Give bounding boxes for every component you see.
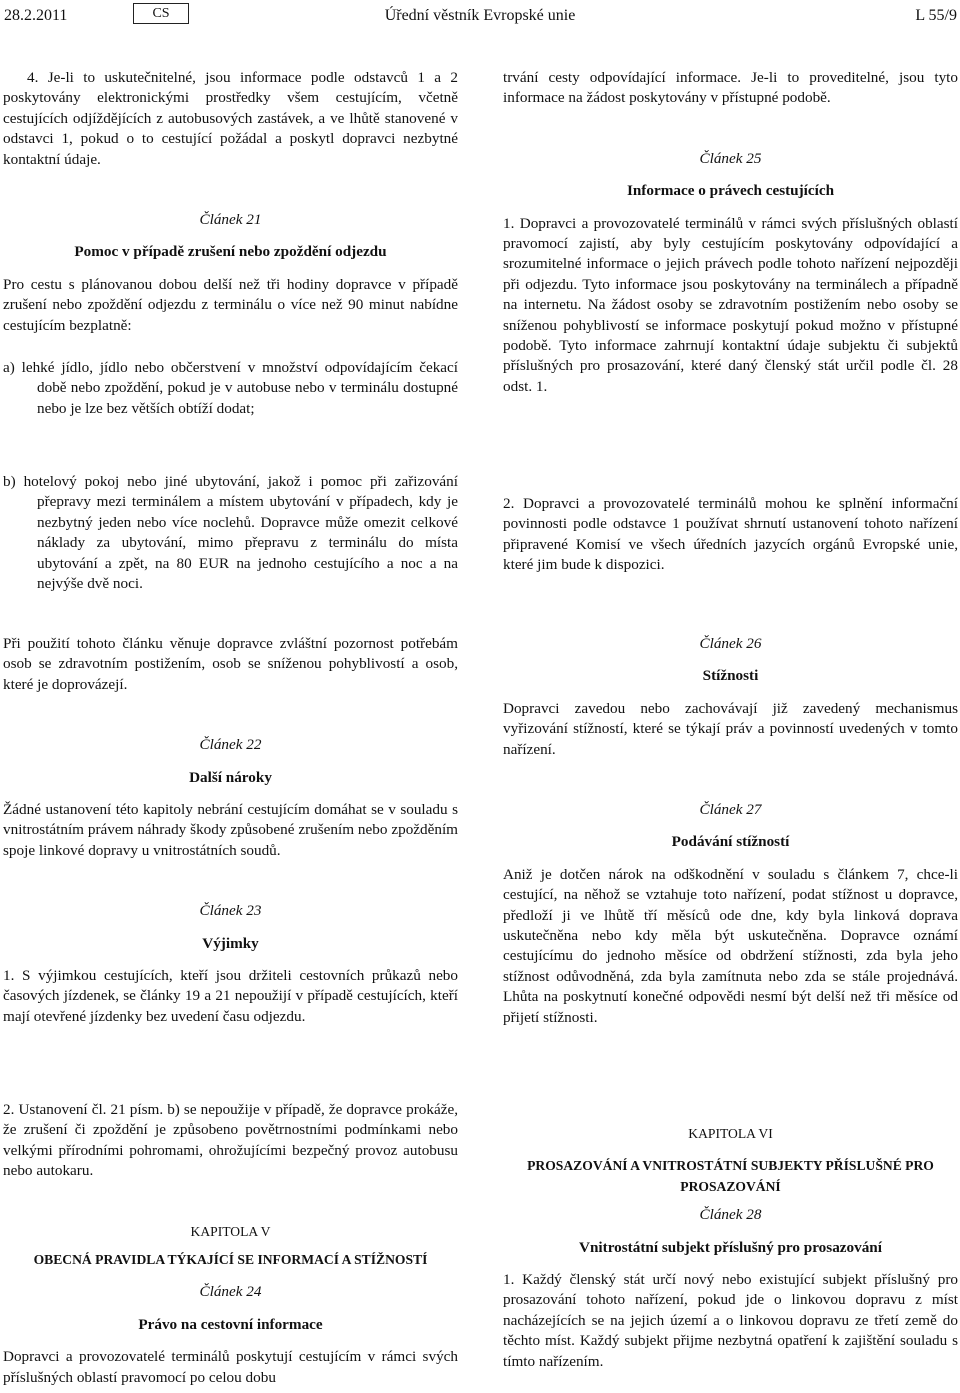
paragraph-4: 4. Je-li to uskutečnitelné, jsou informace podle odstavců 1 a 2 poskytovány elektronickými prostředky všem cestujícím, včetně cestujících odjíždějících z autobusových zastávek, a ve lhůtě stanovené v odstavci 1, pokud o to cestující požádal a poskytl dopravci nezbytné kontaktní údaje.	[3, 69, 458, 168]
article-24-title: Právo na cestovní informace	[138, 1315, 323, 1333]
section1-right	[503, 68, 958, 397]
article-26-number: Článek 26	[699, 635, 762, 652]
article-23-paragraph-1: 1. S výjimkou cestujících, kteří jsou držiteli cestovních průkazů nebo časových jízdenek, se články 19 a 21 nepoužijí v případě cestujících, kteří mají otevřené jízdenky bez uvedení času odjezdu.	[3, 967, 458, 1025]
article-28-title: Vnitrostátní subjekt příslušný pro prosazování	[579, 1238, 882, 1256]
section4-right	[503, 1124, 958, 1372]
section4-left	[3, 1100, 458, 1388]
article-27-title: Podávání stížností	[671, 833, 790, 851]
section1-left	[3, 68, 458, 419]
page-number: L 55/9	[915, 7, 957, 24]
article-24-number: Článek 24	[199, 1283, 262, 1301]
article-22-number: Článek 22	[199, 736, 262, 754]
article-22-title: Další nároky	[189, 768, 272, 786]
article-27-text: Aniž je dotčen nárok na odškodnění v souladu s článkem 7, chce-li cestující, na něhož se vztahuje toto nařízení, podat stížnost u dopravce, předloží ji ve lhůtě tří měsíců ode dne, kdy byla linková doprava uskutečněna nebo kdy měla být uskutečněna. Dopravce oznámí cestujícímu do jednoho měsíce od obdržení stížnosti, zda byla jeho stížnost odůvodněná, zda byla zamítnuta nebo zda se stále projednává. Lhůta na poskytnutí konečné odpovědi nesmí být delší než tři měsíce od přijetí stížnosti.	[503, 865, 958, 1026]
article-23-paragraph-2: 2. Ustanovení čl. 21 písm. b) se nepoužije v případě, že dopravce prokáže, že zrušení či zpoždění je způsobeno povětrnostními podmínkami nebo velkými přírodními pohromami, ohrožujícími bezpečný provoz autobusu nebo autokaru.	[3, 1101, 458, 1180]
article-21-title: Pomoc v případě zrušení nebo zpoždění odjezdu	[74, 243, 387, 261]
chapter-5-label: KAPITOLA V	[190, 1223, 271, 1239]
section2-right	[503, 494, 958, 576]
article-25-paragraph-1: 1. Dopravci a provozovatelé terminálů v rámci svých příslušných oblastí pravomocí zajistí, aby byly cestujícím poskytovány odpovídající a srozumitelné informace o jejich právech podle tohoto nařízení nejpozději při odjezdu. Tyto informace jsou poskytovány na terminálech a případně na internetu. Na žádost osoby se zdravotním postižením nebo osoby se sníženou pohyblivostí se informace poskytují pokud možno v přístupné podobě. Tyto informace zahrnují kontaktní údaje subjektu či subjektů příslušných pro prosazování, které daný členský stát určil podle čl. 28 odst. 1.	[503, 214, 958, 395]
journal-title: Úřední věstník Evropské unie	[384, 7, 576, 24]
article-24-text: Dopravci a provozovatelé terminálů poskytují cestujícím v rámci svých příslušných oblastí pravomocí po celou dobu	[3, 1348, 458, 1386]
chapter-5-title: OBECNÁ PRAVIDLA TÝKAJÍCÍ SE INFORMACÍ A STÍŽNOSTÍ	[33, 1252, 428, 1268]
chapter-6-title: PROSAZOVÁNÍ A VNITROSTÁTNÍ SUBJEKTY PŘÍSLUŠNÉ PRO PROSAZOVÁNÍ	[527, 1158, 934, 1194]
article-25-title: Informace o právech cestujících	[626, 182, 835, 200]
article-22-text: Žádné ustanovení této kapitoly nebrání cestujícím domáhat se v souladu s vnitrostátním právem náhrady škody způsobené zrušením nebo zpožděním spoje linkové dopravy u vnitrostátních soudů.	[3, 801, 458, 859]
article-28-paragraph-1: 1. Každý členský stát určí nový nebo existující subjekt příslušný pro prosazování tohoto nařízení, pokud jde o linkovou dopravu z míst nacházejících se na jejich území a o linkovou dopravu ze třetí země do těchto míst. Každý subjekt přijme nezbytná opatření k zajištění souladu s tímto nařízením.	[503, 1271, 958, 1370]
article-21-closing: Při použití tohoto článku věnuje dopravce zvláštní pozornost potřebám osob se zdravotním postižením, osob se sníženou pohyblivostí a osob, které je doprovázejí.	[3, 635, 458, 693]
chapter-6-label: KAPITOLA VI	[688, 1126, 773, 1141]
article-27-number: Článek 27	[699, 801, 762, 819]
article-21-item-a: a) lehké jídlo, jídlo nebo občerstvení v množství odpovídajícím čekací době nebo zpoždění, pokud je v autobuse nebo v terminálu dostupné nebo je lze bez větších obtíží dodat;	[3, 359, 458, 417]
article-28-number: Článek 28	[699, 1206, 762, 1224]
article-23-number: Článek 23	[199, 902, 262, 920]
article-23-title: Výjimky	[202, 934, 259, 952]
section3-left	[3, 634, 458, 1027]
article-26-title: Stížnosti	[702, 667, 759, 685]
article-24-continuation: trvání cesty odpovídající informace. Je-li to proveditelné, jsou tyto informace na žádost poskytovány v přístupné podobě.	[503, 69, 958, 107]
article-21-number: Článek 21	[199, 211, 262, 229]
article-25-paragraph-2: 2. Dopravci a provozovatelé terminálů mohou ke splnění informační povinnosti podle odstavce 1 používat shrnutí ustanovení tohoto nařízení připravené Komisí ve všech úředních jazycích orgánů Evropské unie, které jim bude k dispozici.	[503, 495, 958, 574]
page-header	[0, 0, 960, 36]
article-21-text: Pro cestu s plánovanou dobou delší než tři hodiny dopravce v případě zrušení nebo zpoždění odjezdu z terminálu o více než 90 minut nabídne cestujícím bezplatně:	[3, 275, 458, 334]
article-25-number: Článek 25	[699, 149, 762, 167]
section3-right	[503, 634, 958, 1028]
article-21-item-b: b) hotelový pokoj nebo jiné ubytování, jakož i pomoc při zařizování přepravy mezi terminálem a místem ubytování v případech, kdy je nezbytný jeden nebo více noclehů. Dopravce může omezit celkové náklady za ubytování, mimo přepravu z terminálu do místa ubytování a zpět, na 80 EUR na jednoho cestujícího a noc a na nejvýše dvě noci.	[3, 473, 458, 593]
language-badge: CS	[133, 3, 189, 24]
article-26-text: Dopravci zavedou nebo zachovávají již zavedený mechanismus vyřizování stížností, které se týkají práv a povinností uvedených v tomto nařízení.	[503, 699, 958, 758]
publication-date: 28.2.2011	[4, 7, 68, 24]
section2-left	[3, 472, 458, 594]
